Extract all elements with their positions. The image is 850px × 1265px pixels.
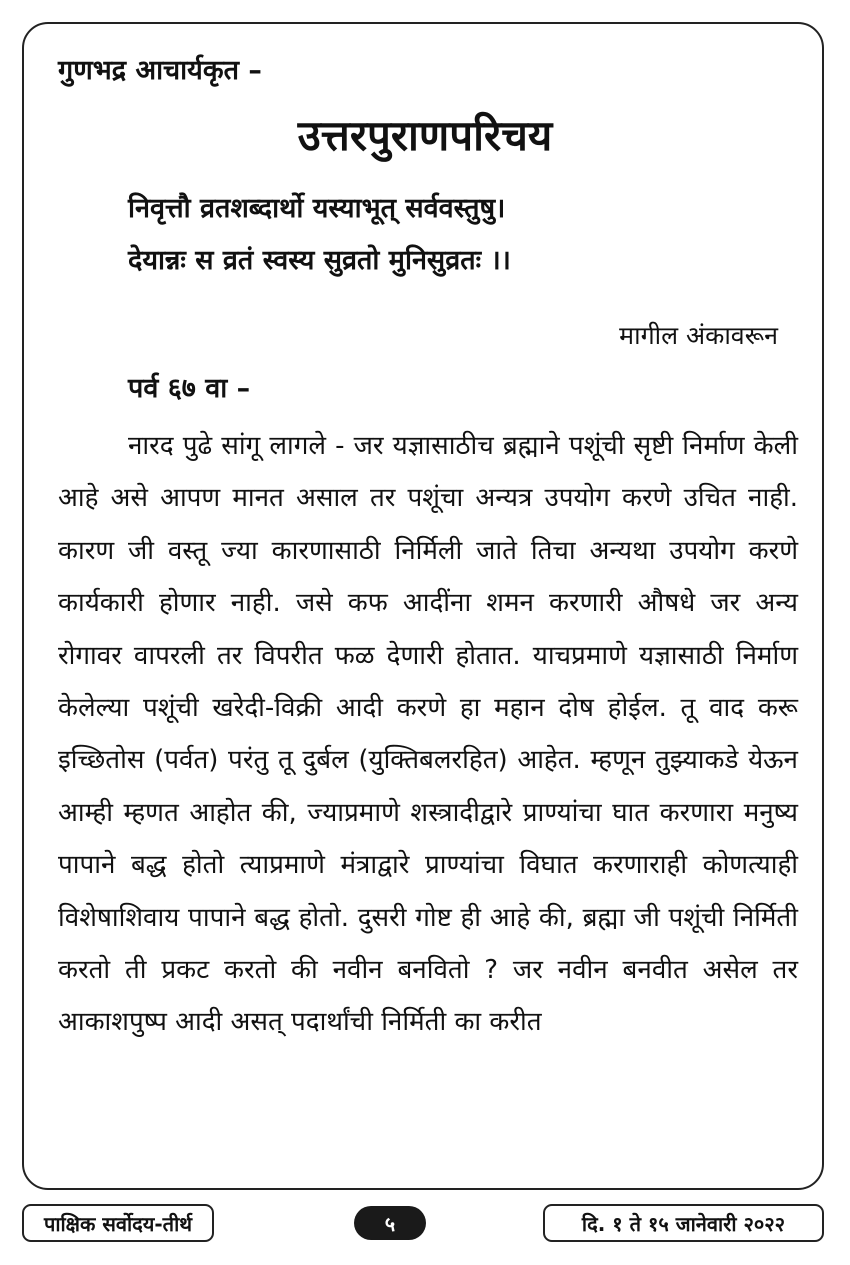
publication-name: पाक्षिक सर्वोदय-तीर्थ	[22, 1204, 214, 1242]
author-line: गुणभद्र आचार्यकृत –	[58, 55, 262, 86]
continued-note: मागील अंकावरून	[619, 321, 778, 350]
body-paragraph: नारद पुढे सांगू लागले - जर यज्ञासाठीच ब्रह्माने पशूंची सृष्टी निर्माण केली आहे असे आपण मानत असाल तर पशूंचा अन्यत्र उपयोग करणे उचित नाही. कारण जी वस्तू ज्या कारणासाठी निर्मिली जाते तिचा अन्यथा उपयोग करणे कार्यकारी होणार नाही. जसे कफ आदींना शमन करणारी औषधे जर अन्य रोगावर वापरली तर विपरीत फळ देणारी होतात. याचप्रमाणे यज्ञासाठी निर्माण केलेल्या पशूंची खरेदी-विक्री आदी करणे हा महान दोष होईल. तू वाद करू इच्छितोस (पर्वत) परंतु तू दुर्बल (युक्तिबलरहित) आहेत. म्हणून तुझ्याकडे येऊन आम्ही म्हणत आहोत की, ज्याप्रमाणे शस्त्रादीद्वारे प्राण्यांचा घात करणारा मनुष्य पापाने बद्ध होतो त्याप्रमाणे मंत्राद्वारे प्राण्यांचा विघात करणाराही कोणत्याही विशेषाशिवाय पापाने बद्ध होतो. दुसरी गोष्ट ही आहे की, ब्रह्मा जी पशूंची निर्मिती करतो ती प्रकट करतो की नवीन बनवितो ? जर नवीन बनवीत असेल तर आकाशपुष्प आदी असत् पदार्थांची निर्मिती का करीत	[58, 431, 798, 1038]
page-title: उत्तरपुराणपरिचय	[297, 111, 553, 160]
issue-date: दि. १ ते १५ जानेवारी २०२२	[543, 1204, 824, 1242]
verse-line-1: निवृत्तौ व्रतशब्दार्थो यस्याभूत् सर्ववस्तुषु।	[128, 193, 506, 224]
verse-line-2: देयान्नः स व्रतं स्वस्य सुव्रतो मुनिसुव्रतः ।।	[128, 245, 511, 276]
section-heading: पर्व ६७ वा –	[128, 373, 251, 404]
page-number: ५	[354, 1206, 426, 1240]
